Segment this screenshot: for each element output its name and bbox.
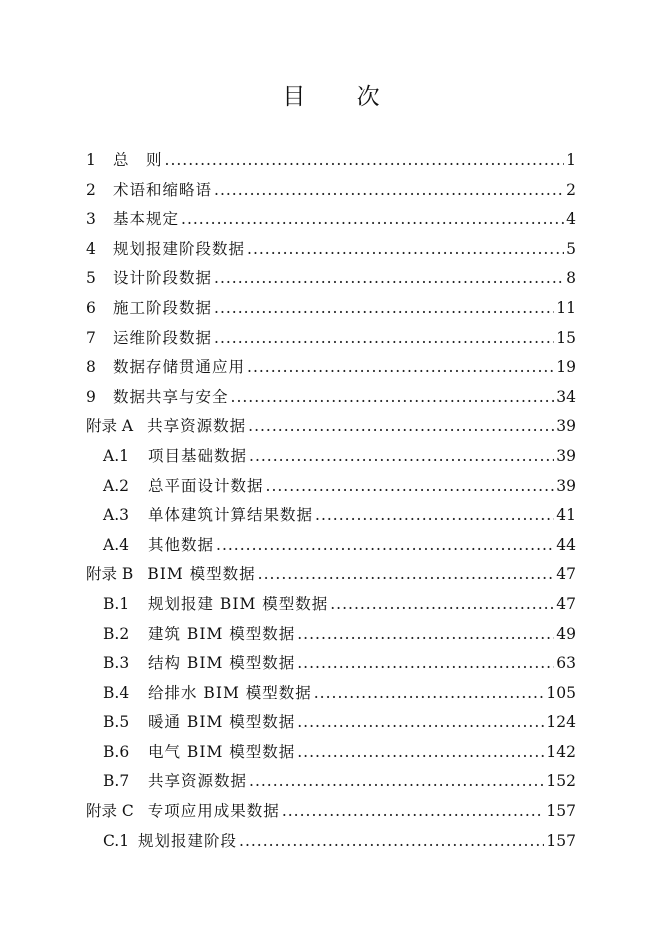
toc-entry-page: 41 bbox=[556, 506, 576, 525]
toc-leader-dots bbox=[231, 383, 555, 413]
toc-entry-label: 共享资源数据 bbox=[147, 417, 247, 436]
toc-entry-number: 9 bbox=[86, 387, 96, 406]
toc-entry-number: 7 bbox=[86, 328, 96, 347]
toc-entry-label: 暖通 BIM 模型数据 bbox=[148, 713, 296, 732]
toc-entry-label: 总 则 bbox=[113, 151, 163, 169]
toc-entry-page: 11 bbox=[556, 298, 576, 317]
toc-entry-b1[interactable] bbox=[86, 590, 576, 620]
toc-entry-3[interactable] bbox=[86, 205, 576, 235]
toc-leader-dots bbox=[165, 146, 565, 176]
toc-entry-page: 47 bbox=[556, 565, 576, 584]
toc-leader-dots bbox=[330, 590, 554, 620]
toc-entry-b2[interactable] bbox=[86, 620, 576, 650]
toc-entry-label: 结构 BIM 模型数据 bbox=[148, 654, 296, 673]
toc-entry-page: 15 bbox=[556, 328, 576, 347]
toc-leader-dots bbox=[297, 738, 544, 768]
toc-leader-dots bbox=[214, 176, 564, 206]
toc-entry-number: 2 bbox=[86, 180, 96, 199]
toc-entry-2[interactable] bbox=[86, 176, 576, 206]
toc-leader-dots bbox=[258, 560, 555, 590]
table-of-contents bbox=[86, 146, 576, 856]
toc-entry-label: 规划报建阶段 bbox=[138, 831, 238, 850]
toc-entry-a3[interactable] bbox=[86, 501, 576, 531]
toc-entry-number: A.4 bbox=[103, 535, 129, 554]
toc-entry-number: A.1 bbox=[103, 446, 129, 465]
toc-entry-number: 8 bbox=[86, 358, 96, 377]
toc-entry-page: 63 bbox=[556, 654, 576, 673]
toc-entry-4[interactable] bbox=[86, 235, 576, 265]
toc-leader-dots bbox=[249, 767, 544, 797]
toc-entry-number: B.4 bbox=[103, 683, 130, 702]
toc-entry-5[interactable] bbox=[86, 264, 576, 294]
toc-entry-8[interactable] bbox=[86, 353, 576, 383]
toc-entry-9[interactable] bbox=[86, 383, 576, 413]
toc-entry-page: 44 bbox=[556, 535, 576, 554]
toc-entry-number: B.7 bbox=[103, 772, 130, 791]
toc-entry-b7[interactable] bbox=[86, 767, 576, 797]
toc-entry-page: 2 bbox=[566, 180, 576, 199]
toc-entry-page: 105 bbox=[546, 683, 576, 702]
toc-entry-page: 142 bbox=[546, 742, 576, 761]
toc-entry-number: A.3 bbox=[103, 506, 129, 525]
toc-leader-dots bbox=[315, 501, 554, 531]
toc-entry-label: 规划报建阶段数据 bbox=[113, 239, 246, 258]
toc-entry-number: 附录 B bbox=[86, 565, 134, 584]
toc-leader-dots bbox=[249, 442, 554, 472]
toc-entry-label: BIM 模型数据 bbox=[147, 565, 256, 584]
toc-entry-page: 157 bbox=[546, 802, 576, 821]
toc-entry-appendix-c[interactable] bbox=[86, 797, 576, 827]
toc-entry-number: 6 bbox=[86, 298, 96, 317]
toc-entry-label: 设计阶段数据 bbox=[113, 269, 213, 288]
toc-entry-number: 附录 C bbox=[86, 802, 134, 821]
toc-leader-dots bbox=[247, 235, 564, 265]
toc-entry-page: 8 bbox=[566, 269, 576, 288]
toc-entry-page: 47 bbox=[556, 594, 576, 613]
toc-leader-dots bbox=[214, 294, 554, 324]
toc-leader-dots bbox=[314, 679, 545, 709]
toc-entry-label: 电气 BIM 模型数据 bbox=[148, 742, 296, 761]
toc-entry-label: 数据存储贯通应用 bbox=[113, 358, 246, 377]
toc-leader-dots bbox=[247, 353, 554, 383]
toc-leader-dots bbox=[214, 264, 564, 294]
toc-entry-label: 基本规定 bbox=[113, 210, 180, 229]
toc-entry-label: 项目基础数据 bbox=[148, 446, 248, 465]
toc-leader-dots bbox=[248, 412, 554, 442]
toc-entry-label: 施工阶段数据 bbox=[113, 298, 213, 317]
toc-leader-dots bbox=[216, 531, 554, 561]
toc-entry-b4[interactable] bbox=[86, 679, 576, 709]
toc-entry-a2[interactable] bbox=[86, 472, 576, 502]
toc-entry-label: 专项应用成果数据 bbox=[147, 802, 280, 821]
toc-entry-appendix-b[interactable] bbox=[86, 560, 576, 590]
toc-leader-dots bbox=[282, 797, 545, 827]
toc-entry-label: 给排水 BIM 模型数据 bbox=[148, 683, 312, 702]
toc-leader-dots bbox=[266, 472, 555, 502]
toc-entry-page: 49 bbox=[556, 624, 576, 643]
toc-entry-number: 4 bbox=[86, 239, 96, 258]
toc-entry-1[interactable] bbox=[86, 146, 576, 176]
page-title: 目 次 bbox=[282, 84, 402, 110]
toc-entry-page: 124 bbox=[546, 713, 576, 732]
toc-leader-dots bbox=[214, 324, 554, 354]
toc-leader-dots bbox=[297, 620, 554, 650]
toc-entry-7[interactable] bbox=[86, 324, 576, 354]
toc-entry-page: 157 bbox=[546, 831, 576, 850]
toc-entry-label: 术语和缩略语 bbox=[113, 180, 213, 199]
toc-entry-label: 单体建筑计算结果数据 bbox=[148, 506, 314, 525]
toc-entry-number: A.2 bbox=[103, 476, 129, 495]
toc-entry-b6[interactable] bbox=[86, 738, 576, 768]
toc-entry-number: B.6 bbox=[103, 742, 130, 761]
toc-entry-label: 数据共享与安全 bbox=[113, 387, 229, 406]
toc-entry-page: 4 bbox=[566, 210, 576, 229]
toc-entry-page: 5 bbox=[566, 239, 576, 258]
toc-entry-page: 39 bbox=[556, 417, 576, 436]
toc-entry-b5[interactable] bbox=[86, 708, 576, 738]
toc-entry-number: 附录 A bbox=[86, 417, 134, 436]
toc-leader-dots bbox=[181, 205, 564, 235]
toc-entry-number: B.1 bbox=[103, 594, 130, 613]
toc-leader-dots bbox=[239, 827, 544, 857]
toc-entry-number: B.2 bbox=[103, 624, 130, 643]
toc-entry-label: 总平面设计数据 bbox=[148, 476, 264, 495]
toc-entry-c1[interactable] bbox=[86, 827, 576, 857]
toc-leader-dots bbox=[297, 649, 554, 679]
toc-entry-number: 1 bbox=[86, 151, 96, 169]
toc-entry-page: 34 bbox=[556, 387, 576, 406]
toc-entry-a1[interactable] bbox=[86, 442, 576, 472]
toc-entry-a4[interactable] bbox=[86, 531, 576, 561]
toc-entry-label: 共享资源数据 bbox=[148, 772, 248, 791]
toc-entry-number: C.1 bbox=[103, 831, 130, 850]
toc-entry-page: 39 bbox=[556, 476, 576, 495]
toc-entry-page: 1 bbox=[566, 151, 576, 169]
toc-entry-appendix-a[interactable] bbox=[86, 412, 576, 442]
toc-entry-number: 3 bbox=[86, 210, 96, 229]
toc-entry-label: 规划报建 BIM 模型数据 bbox=[148, 594, 329, 613]
toc-entry-page: 39 bbox=[556, 446, 576, 465]
toc-entry-label: 运维阶段数据 bbox=[113, 328, 213, 347]
toc-entry-b3[interactable] bbox=[86, 649, 576, 679]
toc-entry-page: 152 bbox=[546, 772, 576, 791]
toc-entry-page: 19 bbox=[556, 358, 576, 377]
toc-leader-dots bbox=[297, 708, 544, 738]
toc-entry-number: B.5 bbox=[103, 713, 130, 732]
toc-entry-6[interactable] bbox=[86, 294, 576, 324]
toc-entry-number: B.3 bbox=[103, 654, 130, 673]
toc-entry-label: 建筑 BIM 模型数据 bbox=[148, 624, 296, 643]
toc-entry-number: 5 bbox=[86, 269, 96, 288]
toc-entry-label: 其他数据 bbox=[148, 535, 215, 554]
